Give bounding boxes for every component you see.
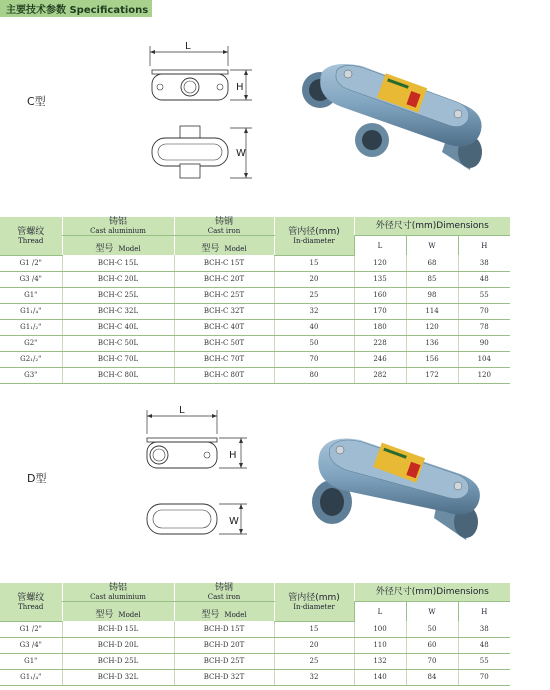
c-cell-fe: BCH-C 25T xyxy=(174,287,274,303)
c-head-h: H xyxy=(458,236,510,256)
table-row xyxy=(0,653,510,669)
c-cell-d: 15 xyxy=(274,255,354,271)
c-cell-L: 180 xyxy=(354,319,406,335)
d-head-al-cn: 铸铝 xyxy=(108,583,127,593)
c-cell-d: 25 xyxy=(274,287,354,303)
c-head-model-fe-cn: 型号 xyxy=(201,244,220,254)
d-cell-H: 55 xyxy=(458,653,510,669)
d-head-dia xyxy=(274,583,354,621)
c-cell-al: BCH-C 15L xyxy=(62,255,174,271)
c-cell-thread: G2" xyxy=(0,335,62,351)
c-cell-H: 70 xyxy=(458,303,510,319)
d-head-w: W xyxy=(406,602,458,622)
table-row xyxy=(0,303,510,319)
d-cell-d: 25 xyxy=(274,653,354,669)
c-head-model-al xyxy=(62,236,174,256)
c-cell-fe: BCH-C 40T xyxy=(174,319,274,335)
c-table-body xyxy=(0,255,510,383)
d-head-al xyxy=(62,583,174,602)
c-cell-al: BCH-C 70L xyxy=(62,351,174,367)
table-row xyxy=(0,367,510,383)
c-cell-W: 172 xyxy=(406,367,458,383)
section-d-drawing xyxy=(135,404,260,556)
d-head-l: L xyxy=(354,602,406,622)
c-head-fe-cn: 铸钢 xyxy=(214,217,233,227)
d-cell-H: 70 xyxy=(458,669,510,685)
c-head-model-fe xyxy=(174,236,274,256)
c-cell-al: BCH-C 20L xyxy=(62,271,174,287)
c-cell-H: 120 xyxy=(458,367,510,383)
d-fitting-photo xyxy=(290,420,510,550)
c-cell-L: 135 xyxy=(354,271,406,287)
c-head-thread-en: Thread xyxy=(18,236,44,245)
d-head-fe-en: Cast iron xyxy=(207,593,241,601)
d-cell-fe: BCH-D 25T xyxy=(174,653,274,669)
c-cell-d: 80 xyxy=(274,367,354,383)
d-dim-w: W xyxy=(229,516,239,527)
c-head-model-al-cn: 型号 xyxy=(95,244,114,254)
d-head-al-en: Cast aluminium xyxy=(90,593,146,601)
c-cell-fe: BCH-C 50T xyxy=(174,335,274,351)
c-cell-W: 85 xyxy=(406,271,458,287)
c-cell-thread: G1₁/₂" xyxy=(0,319,62,335)
d-cell-W: 60 xyxy=(406,637,458,653)
c-cell-d: 50 xyxy=(274,335,354,351)
c-cell-d: 32 xyxy=(274,303,354,319)
c-cell-fe: BCH-C 20T xyxy=(174,271,274,287)
c-cell-W: 156 xyxy=(406,351,458,367)
c-cell-d: 70 xyxy=(274,351,354,367)
d-cell-al: BCH-D 32L xyxy=(62,669,174,685)
c-dim-h: H xyxy=(236,82,244,93)
d-cell-al: BCH-D 20L xyxy=(62,637,174,653)
table-row xyxy=(0,351,510,367)
c-cell-W: 68 xyxy=(406,255,458,271)
c-cell-thread: G3 /4" xyxy=(0,271,62,287)
section-c-drawing xyxy=(140,38,265,190)
c-cell-L: 160 xyxy=(354,287,406,303)
d-head-dia-cn: 管内径(mm) xyxy=(288,592,340,603)
d-cell-thread: G1" xyxy=(0,653,62,669)
c-cell-fe: BCH-C 32T xyxy=(174,303,274,319)
c-head-fe xyxy=(174,217,274,236)
c-cell-al: BCH-C 50L xyxy=(62,335,174,351)
c-cell-L: 170 xyxy=(354,303,406,319)
d-cell-W: 84 xyxy=(406,669,458,685)
c-head-dims: 外径尺寸(mm)Dimensions xyxy=(354,217,510,236)
c-cell-thread: G3" xyxy=(0,367,62,383)
c-head-l: L xyxy=(354,236,406,256)
table-row xyxy=(0,319,510,335)
d-cell-H: 48 xyxy=(458,637,510,653)
c-cell-thread: G1₁/₄" xyxy=(0,303,62,319)
c-cell-fe: BCH-C 70T xyxy=(174,351,274,367)
table-row xyxy=(0,669,510,685)
c-cell-al: BCH-C 80L xyxy=(62,367,174,383)
c-cell-W: 98 xyxy=(406,287,458,303)
c-fitting-photo xyxy=(292,52,512,182)
table-row xyxy=(0,271,510,287)
c-head-dia-cn: 管内径(mm) xyxy=(288,226,340,237)
d-cell-W: 50 xyxy=(406,621,458,637)
d-cell-fe: BCH-D 32T xyxy=(174,669,274,685)
d-head-model-fe-en: Model xyxy=(224,611,247,619)
c-cell-L: 282 xyxy=(354,367,406,383)
c-cell-H: 90 xyxy=(458,335,510,351)
d-spec-table xyxy=(0,583,510,686)
c-cell-d: 20 xyxy=(274,271,354,287)
section-d-label: D型 xyxy=(27,472,47,485)
d-cell-L: 140 xyxy=(354,669,406,685)
c-cell-H: 78 xyxy=(458,319,510,335)
d-cell-fe: BCH-D 20T xyxy=(174,637,274,653)
d-dim-h: H xyxy=(229,450,237,461)
d-cell-thread: G1 /2" xyxy=(0,621,62,637)
c-head-model-fe-en: Model xyxy=(224,245,247,253)
c-cell-al: BCH-C 40L xyxy=(62,319,174,335)
c-cell-W: 114 xyxy=(406,303,458,319)
d-cell-L: 100 xyxy=(354,621,406,637)
d-head-model-al-cn: 型号 xyxy=(95,610,114,620)
c-cell-thread: G2₁/₂" xyxy=(0,351,62,367)
d-head-fe-cn: 铸钢 xyxy=(214,583,233,593)
d-dim-l: L xyxy=(179,405,185,416)
table-row xyxy=(0,335,510,351)
c-cell-W: 120 xyxy=(406,319,458,335)
d-table-body xyxy=(0,621,510,685)
section-c-label: C型 xyxy=(27,95,46,108)
d-head-h: H xyxy=(458,602,510,622)
d-cell-al: BCH-D 15L xyxy=(62,621,174,637)
d-cell-L: 132 xyxy=(354,653,406,669)
c-head-dia-en: In-diameter xyxy=(293,236,335,245)
d-head-thread xyxy=(0,583,62,621)
d-cell-al: BCH-D 25L xyxy=(62,653,174,669)
d-cell-fe: BCH-D 15T xyxy=(174,621,274,637)
d-head-model-al-en: Model xyxy=(118,611,141,619)
c-head-w: W xyxy=(406,236,458,256)
c-cell-L: 246 xyxy=(354,351,406,367)
c-cell-W: 136 xyxy=(406,335,458,351)
c-head-dia xyxy=(274,217,354,255)
c-cell-d: 40 xyxy=(274,319,354,335)
d-head-thread-en: Thread xyxy=(18,602,44,611)
d-head-model-fe xyxy=(174,602,274,622)
c-head-al-en: Cast aluminium xyxy=(90,227,146,235)
table-row xyxy=(0,637,510,653)
d-cell-H: 38 xyxy=(458,621,510,637)
c-dim-w: W xyxy=(236,148,246,159)
c-cell-al: BCH-C 32L xyxy=(62,303,174,319)
d-head-thread-cn: 管螺纹 xyxy=(17,592,45,603)
c-cell-L: 228 xyxy=(354,335,406,351)
table-row xyxy=(0,621,510,637)
c-cell-thread: G1 /2" xyxy=(0,255,62,271)
d-cell-L: 110 xyxy=(354,637,406,653)
c-spec-table xyxy=(0,217,510,384)
c-cell-L: 120 xyxy=(354,255,406,271)
c-cell-H: 104 xyxy=(458,351,510,367)
d-cell-W: 70 xyxy=(406,653,458,669)
d-cell-thread: G3 /4" xyxy=(0,637,62,653)
d-head-model-al xyxy=(62,602,174,622)
c-cell-fe: BCH-C 15T xyxy=(174,255,274,271)
c-cell-H: 38 xyxy=(458,255,510,271)
d-cell-d: 32 xyxy=(274,669,354,685)
table-row xyxy=(0,287,510,303)
d-head-dia-en: In-diameter xyxy=(293,602,335,611)
page-title: 主要技术参数 Specifications xyxy=(0,0,152,17)
d-head-model-fe-cn: 型号 xyxy=(201,610,220,620)
d-head-fe xyxy=(174,583,274,602)
table-row xyxy=(0,255,510,271)
c-cell-fe: BCH-C 80T xyxy=(174,367,274,383)
c-head-fe-en: Cast iron xyxy=(207,227,241,235)
c-cell-H: 48 xyxy=(458,271,510,287)
c-head-thread-cn: 管螺纹 xyxy=(17,226,45,237)
c-head-model-al-en: Model xyxy=(118,245,141,253)
c-dim-l: L xyxy=(185,41,191,52)
c-cell-H: 55 xyxy=(458,287,510,303)
c-head-al-cn: 铸铝 xyxy=(108,217,127,227)
c-cell-thread: G1" xyxy=(0,287,62,303)
c-head-al xyxy=(62,217,174,236)
d-head-dims: 外径尺寸(mm)Dimensions xyxy=(354,583,510,602)
c-head-thread xyxy=(0,217,62,255)
d-cell-d: 20 xyxy=(274,637,354,653)
c-cell-al: BCH-C 25L xyxy=(62,287,174,303)
d-cell-d: 15 xyxy=(274,621,354,637)
d-cell-thread: G1₁/₄" xyxy=(0,669,62,685)
